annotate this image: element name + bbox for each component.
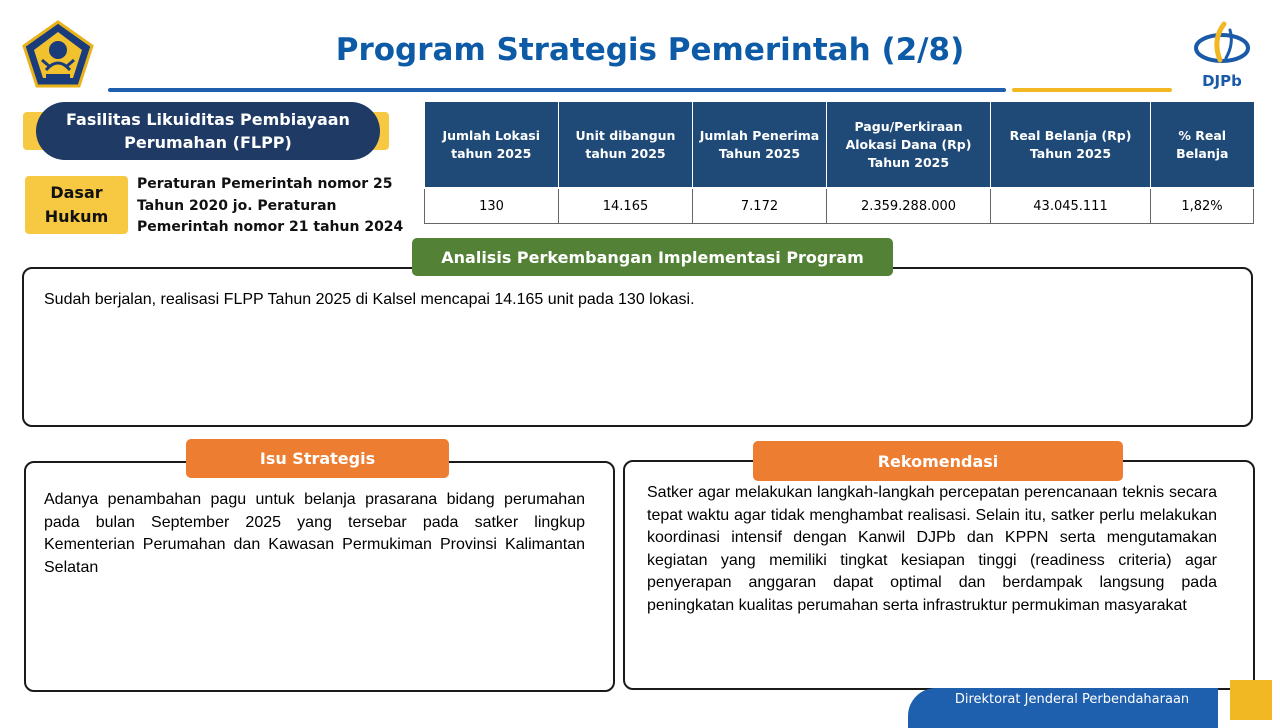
table-cell: 14.165 [559, 188, 693, 224]
table-cell: 2.359.288.000 [827, 188, 991, 224]
table-header-cell: Jumlah Penerima Tahun 2025 [693, 102, 827, 188]
analisis-title: Analisis Perkembangan Implementasi Program [412, 238, 893, 276]
table-cell: 130 [425, 188, 559, 224]
table-header-row [425, 102, 1254, 188]
isu-strategis-text: Adanya penambahan pagu untuk belanja prasarana bidang perumahan pada bulan September 2025 yang tersebar pada satker lingkup Kementerian Perumahan dan Kawasan Permukiman Provinsi Kalimantan Selatan [44, 491, 585, 576]
table-cell: 43.045.111 [991, 188, 1151, 224]
kemenkeu-logo-icon [22, 20, 94, 88]
table-cell: 7.172 [693, 188, 827, 224]
djpb-logo-text: DJPb [1202, 72, 1242, 90]
title-underline-blue [108, 88, 1006, 92]
title-underline-gold [1012, 88, 1172, 92]
djpb-logo-icon [1190, 20, 1254, 92]
table-header-cell: Real Belanja (Rp) Tahun 2025 [991, 102, 1151, 188]
table-cell: 1,82% [1151, 188, 1254, 224]
footer-text: Direktorat Jenderal Perbendaharaan [954, 692, 1190, 707]
table-header-cell: Unit dibangun tahun 2025 [559, 102, 693, 188]
dasar-hukum-text: Peraturan Pemerintah nomor 25 Tahun 2020 jo. Peraturan Pemerintah nomor 21 tahun 2024 [137, 176, 404, 235]
isu-strategis-title: Isu Strategis [186, 439, 449, 478]
footer-accent [1230, 680, 1272, 720]
rekomendasi-title: Rekomendasi [753, 441, 1123, 481]
program-name-pill: Fasilitas Likuiditas Pembiayaan Perumahan (FLPP) [36, 102, 380, 160]
table-header-cell: Jumlah Lokasi tahun 2025 [425, 102, 559, 188]
dasar-hukum-label: Dasar Hukum [25, 176, 128, 234]
page-title: Program Strategis Pemerintah (2/8) [335, 32, 965, 68]
table-row [425, 188, 1254, 224]
table-header-cell: Pagu/Perkiraan Alokasi Dana (Rp) Tahun 2025 [827, 102, 991, 188]
table-header-cell: % Real Belanja [1151, 102, 1254, 188]
analisis-text: Sudah berjalan, realisasi FLPP Tahun 2025 di Kalsel mencapai 14.165 unit pada 130 lokasi. [44, 291, 695, 308]
stats-table [424, 102, 1254, 224]
rekomendasi-text: Satker agar melakukan langkah-langkah percepatan perencanaan teknis secara tepat waktu agar tidak menghambat realisasi. Selain itu, satker perlu melakukan koordinasi intensif dengan Kanwil DJPb dan KPPN serta mengutamakan kegiatan yang memiliki tingkat kesiapan tinggi (readiness criteria) agar penyerapan anggaran dapat optimal dan berdampak langsung pada peningkatan kualitas perumahan serta infrastruktur permukiman masyarakat [647, 484, 1217, 614]
